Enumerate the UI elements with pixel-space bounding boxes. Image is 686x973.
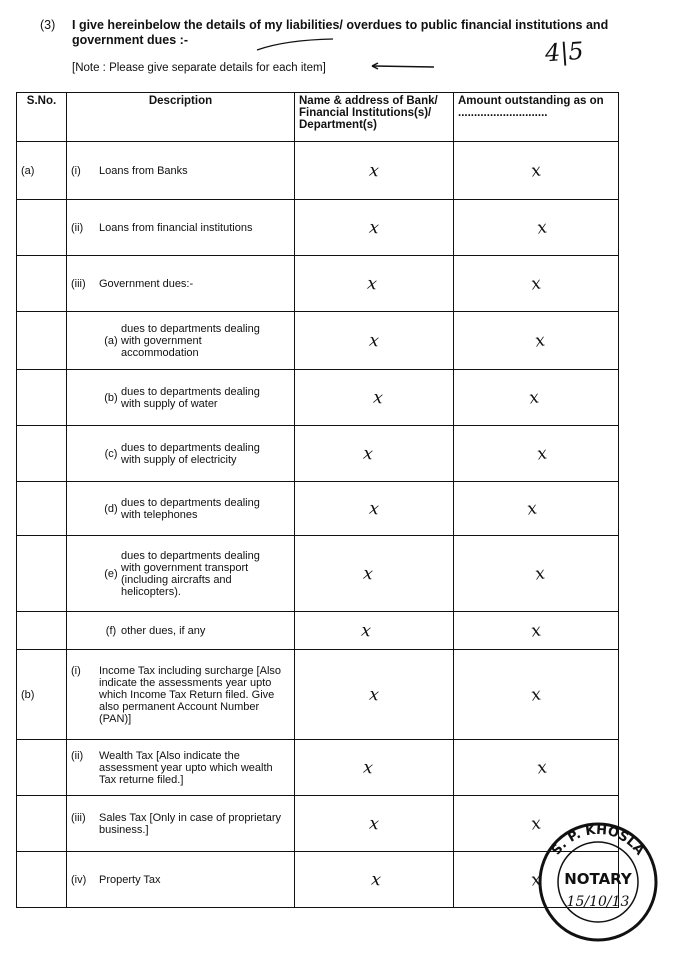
cross-mark: x [360,620,372,641]
table-row [17,370,619,426]
cross-mark: x [529,159,543,182]
row-name-address-cell [295,650,454,740]
liabilities-table [16,92,619,908]
row-name-address-cell [295,536,454,612]
row-sno [17,852,67,908]
row-amount-cell [454,482,619,536]
header-name-address: Name & address of Bank/ Financial Institutions(s)/ Department(s) [295,93,454,142]
row-description [67,426,295,482]
cross-mark: x [362,563,374,584]
row-amount-cell [454,612,619,650]
seal-center-text: NOTARY [564,870,632,888]
table-row [17,852,619,908]
row-sub-letter: (d) [104,502,118,515]
row-sno: (a) [17,142,67,200]
arrow-decoration [370,60,436,72]
cross-mark: x [529,683,543,706]
row-sno: (b) [17,650,67,740]
cross-mark: x [368,217,380,238]
header-amount: Amount outstanding as on ............................ [454,93,619,142]
row-sub-letter: (f) [105,624,117,637]
row-name-address-cell [295,142,454,200]
cross-mark: x [362,757,374,778]
cross-mark: x [372,387,384,408]
row-roman-numeral: (ii) [71,749,84,762]
row-description [67,796,295,852]
row-description [67,312,295,370]
row-name-address-cell [295,852,454,908]
row-description-text: dues to departments dealing with telephones [121,496,260,521]
row-amount-cell [454,256,619,312]
row-amount-cell [454,200,619,256]
table-row [17,740,619,796]
row-description-text: Property Tax [99,873,161,886]
row-description [67,142,295,200]
row-sub-letter: (b) [104,391,118,404]
row-description [67,482,295,536]
header-sno: S.No. [17,93,67,142]
cross-mark: x [533,329,547,352]
pen-stroke-decoration [255,36,335,56]
row-sno [17,426,67,482]
table-row [17,536,619,612]
section-note: [Note : Please give separate details for each item] [72,62,326,74]
row-name-address-cell [295,612,454,650]
row-amount-cell [454,370,619,426]
row-name-address-cell [295,256,454,312]
section-heading-text: I give hereinbelow the details of my liabilities/ overdues to public financial institutions and government dues :- [72,18,609,47]
cross-mark: x [535,442,549,465]
row-sno [17,312,67,370]
row-amount-cell [454,312,619,370]
cross-mark: x [368,330,380,351]
row-description-text: dues to departments dealing with government transport (including aircrafts and helicopters). [121,549,260,598]
seal-top-text: S. P. KHOSLA [548,822,647,859]
row-sno [17,370,67,426]
row-roman-numeral: (i) [71,164,81,177]
row-sno [17,796,67,852]
cross-mark: x [370,869,382,890]
cross-mark: x [529,619,543,642]
header-description: Description [67,93,295,142]
row-description [67,612,295,650]
table-row [17,142,619,200]
row-roman-numeral: (iv) [71,873,87,886]
row-description-text: Loans from financial institutions [99,221,253,234]
row-description [67,650,295,740]
cross-mark: x [535,216,549,239]
row-description [67,536,295,612]
row-amount-cell [454,740,619,796]
row-roman-numeral: (iii) [71,811,86,824]
table-row [17,796,619,852]
cross-mark: x [368,813,380,834]
section-number: (3) [40,18,56,32]
row-description-text: Wealth Tax [Also indicate the assessment year upto which wealth Tax returne filed.] [99,749,273,786]
row-sno [17,200,67,256]
table-row [17,482,619,536]
row-sub-letter: (a) [104,334,118,347]
row-description [67,200,295,256]
row-description-text: Government dues:- [99,277,194,290]
cross-mark: x [535,756,549,779]
cross-mark: x [529,812,543,835]
row-description-text: Income Tax including surcharge [Also indicate the assessments year upto which Income Tax Return filed. Give also permanent Account Number (PAN)] [99,664,282,725]
cross-mark: x [533,562,547,585]
row-sno [17,612,67,650]
row-roman-numeral: (ii) [71,221,84,234]
row-roman-numeral: (iii) [71,277,86,290]
row-description [67,740,295,796]
table-header-row [17,93,619,142]
table-row [17,612,619,650]
row-name-address-cell [295,796,454,852]
row-name-address-cell [295,200,454,256]
cross-mark: x [368,160,380,181]
table-row [17,650,619,740]
row-amount-cell [454,142,619,200]
row-sub-letter: (c) [104,447,118,460]
row-description [67,852,295,908]
row-amount-cell [454,536,619,612]
table-row [17,200,619,256]
row-description-text: Sales Tax [Only in case of proprietary business.] [99,811,281,836]
row-description [67,256,295,312]
table-row [17,312,619,370]
cross-mark: x [366,273,378,294]
cross-mark: x [368,498,380,519]
cross-mark: x [362,443,374,464]
notary-seal [534,818,662,946]
row-sno [17,740,67,796]
row-description-text: Loans from Banks [99,164,188,177]
row-description-text: dues to departments dealing with government accommodation [121,322,260,359]
row-name-address-cell [295,426,454,482]
row-sno [17,482,67,536]
cross-mark: x [527,386,541,409]
svg-text:S. P. KHOSLA [549,823,647,858]
row-amount-cell [454,650,619,740]
row-name-address-cell [295,482,454,536]
row-name-address-cell [295,740,454,796]
row-sub-letter: (e) [104,567,118,580]
cross-mark: x [529,272,543,295]
row-name-address-cell [295,370,454,426]
row-sno [17,536,67,612]
row-description-text: dues to departments dealing with supply of electricity [121,441,260,466]
table-row [17,256,619,312]
table-row [17,426,619,482]
row-sno [17,256,67,312]
cross-mark: x [529,868,543,891]
row-amount-cell [454,426,619,482]
page-mark: 4|5 [544,36,585,68]
row-roman-numeral: (i) [71,664,81,677]
seal-date: 15/10/13 [566,894,630,910]
cross-mark: x [525,497,539,520]
cross-mark: x [368,684,380,705]
row-description-text: other dues, if any [121,624,206,637]
row-description [67,370,295,426]
row-description-text: dues to departments dealing with supply of water [121,385,260,410]
row-name-address-cell [295,312,454,370]
